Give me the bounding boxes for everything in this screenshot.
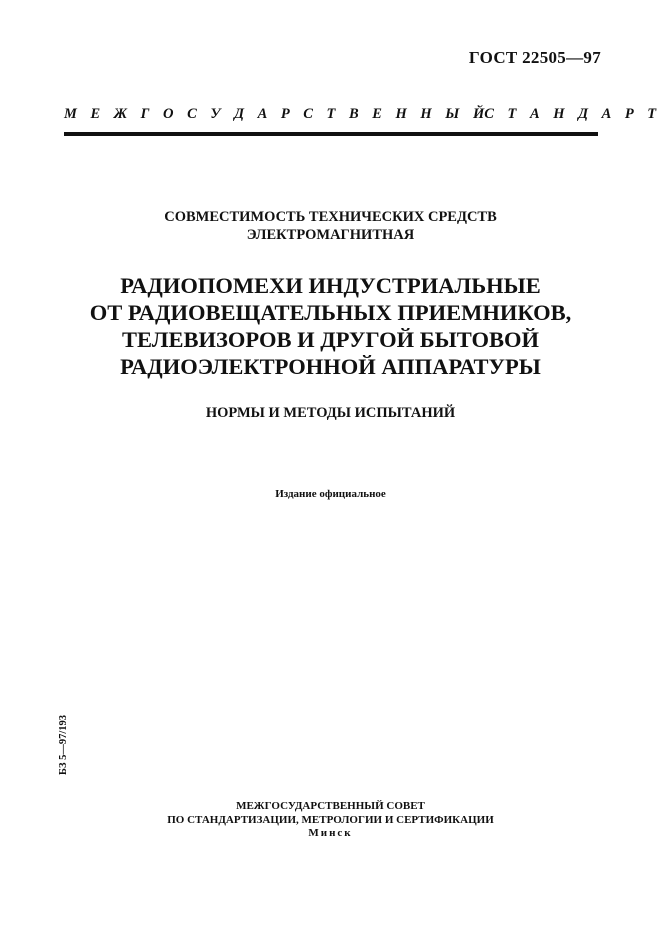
interstate-letter: Й bbox=[472, 106, 485, 122]
interstate-letter: А bbox=[257, 106, 268, 122]
publisher-block bbox=[0, 800, 661, 841]
interstate-letter: Е bbox=[90, 106, 101, 122]
interstate-letter: О bbox=[163, 106, 174, 122]
standard-number: ГОСТ 22505—97 bbox=[468, 48, 601, 67]
interstate-letter: Н bbox=[395, 106, 407, 122]
interstate-word-2 bbox=[484, 106, 656, 123]
interstate-letter: С bbox=[303, 106, 313, 122]
interstate-letter: Д bbox=[234, 106, 244, 122]
interstate-letter: Ж bbox=[113, 106, 128, 122]
publisher-city: Минск bbox=[308, 827, 353, 839]
interstate-letter: У bbox=[210, 106, 221, 122]
side-catalog-code: БЗ 5—97/193 bbox=[58, 714, 69, 775]
subtitle: НОРМЫ И МЕТОДЫ ИСПЫТАНИЙ bbox=[205, 405, 456, 421]
compatibility-line-2: ЭЛЕКТРОМАГНИТНАЯ bbox=[246, 227, 415, 243]
council-line-1: МЕЖГОСУДАРСТВЕННЫЙ СОВЕТ bbox=[236, 800, 425, 812]
edition-label: Издание официальное bbox=[275, 488, 386, 500]
main-title bbox=[0, 272, 661, 380]
main-title-line-4: РАДИОЭЛЕКТРОННОЙ АППАРАТУРЫ bbox=[120, 354, 541, 379]
interstate-letter: А bbox=[529, 106, 540, 122]
interstate-letter: Р bbox=[624, 106, 634, 122]
interstate-letter: Т bbox=[326, 106, 336, 122]
main-title-line-3: ТЕЛЕВИЗОРОВ И ДРУГОЙ БЫТОВОЙ bbox=[122, 327, 539, 352]
interstate-letter: Т bbox=[647, 106, 657, 122]
interstate-letter: М bbox=[64, 106, 77, 122]
interstate-letter: С bbox=[484, 106, 494, 122]
compatibility-line-1: СОВМЕСТИМОСТЬ ТЕХНИЧЕСКИХ СРЕДСТВ bbox=[164, 209, 497, 225]
interstate-letter: Н bbox=[420, 106, 432, 122]
interstate-letter: Е bbox=[372, 106, 382, 122]
interstate-word-1 bbox=[64, 106, 484, 123]
interstate-letter: Р bbox=[280, 106, 290, 122]
header-rule bbox=[64, 132, 598, 136]
council-line-2: ПО СТАНДАРТИЗАЦИИ, МЕТРОЛОГИИ И СЕРТИФИКАЦИИ bbox=[167, 813, 494, 826]
main-title-line-2: ОТ РАДИОВЕЩАТЕЛЬНЫХ ПРИЕМНИКОВ, bbox=[89, 300, 572, 325]
interstate-letter: Ы bbox=[445, 106, 460, 122]
interstate-letter: Г bbox=[140, 106, 150, 122]
interstate-letter: Т bbox=[507, 106, 517, 122]
interstate-letter: В bbox=[349, 106, 359, 122]
interstate-standard-heading bbox=[64, 106, 657, 123]
main-title-line-1: РАДИОПОМЕХИ ИНДУСТРИАЛЬНЫЕ bbox=[120, 273, 541, 298]
interstate-letter: С bbox=[187, 106, 197, 122]
interstate-letter: А bbox=[601, 106, 612, 122]
compatibility-heading bbox=[0, 208, 661, 244]
interstate-letter: Н bbox=[553, 106, 565, 122]
interstate-letter: Д bbox=[578, 106, 588, 122]
